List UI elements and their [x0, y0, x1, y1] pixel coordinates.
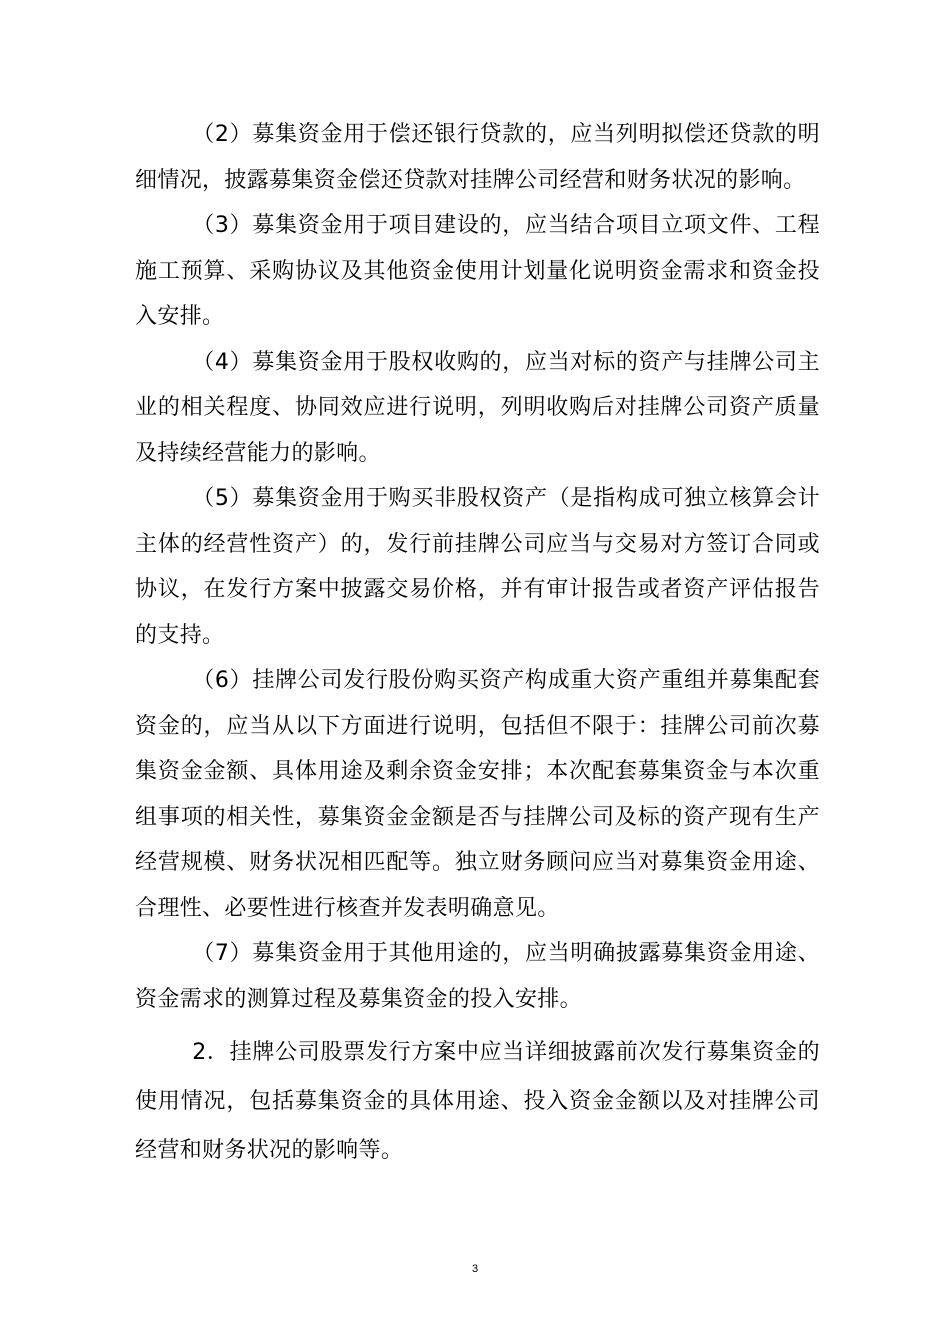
paragraph-item-5: （5）募集资金用于购买非股权资产（是指构成可独立核算会计主体的经营性资产）的，发行前挂牌公司应当与交易对方签订合同或协议，在发行方案中披露交易价格，并有审计报告或者资产评估报告的支持。: [135, 486, 820, 648]
paragraph-section-2: 2．挂牌公司股票发行方案中应当详细披露前次发行募集资金的使用情况，包括募集资金的具体用途、投入资金金额以及对挂牌公司经营和财务状况的影响等。: [135, 1040, 820, 1163]
paragraph-item-2: （2）募集资金用于偿还银行贷款的，应当列明拟偿还贷款的明细情况，披露募集资金偿还贷款对挂牌公司经营和财务状况的影响。: [135, 122, 820, 193]
paragraph-item-7: （7）募集资金用于其他用途的，应当明确披露募集资金用途、资金需求的测算过程及募集资金的投入安排。: [135, 941, 820, 1012]
document-body: [135, 112, 820, 1175]
paragraph-item-4: （4）募集资金用于股权收购的，应当对标的资产与挂牌公司主业的相关程度、协同效应进行说明，列明收购后对挂牌公司资产质量及持续经营能力的影响。: [135, 349, 820, 466]
paragraph-item-3: （3）募集资金用于项目建设的，应当结合项目立项文件、工程施工预算、采购协议及其他资金使用计划量化说明资金需求和资金投入安排。: [135, 213, 820, 329]
page-number: 3: [471, 1263, 479, 1275]
paragraph-item-6: （6）挂牌公司发行股份购买资产构成重大资产重组并募集配套资金的，应当从以下方面进行说明，包括但不限于：挂牌公司前次募集资金金额、具体用途及剩余资金安排；本次配套募集资金与本次重组事项的相关性，募集资金金额是否与挂牌公司及标的资产现有生产经营规模、财务状况相匹配等。独立财务顾问应当对募集资金用途、合理性、必要性进行核查并发表明确意见。: [135, 668, 820, 921]
